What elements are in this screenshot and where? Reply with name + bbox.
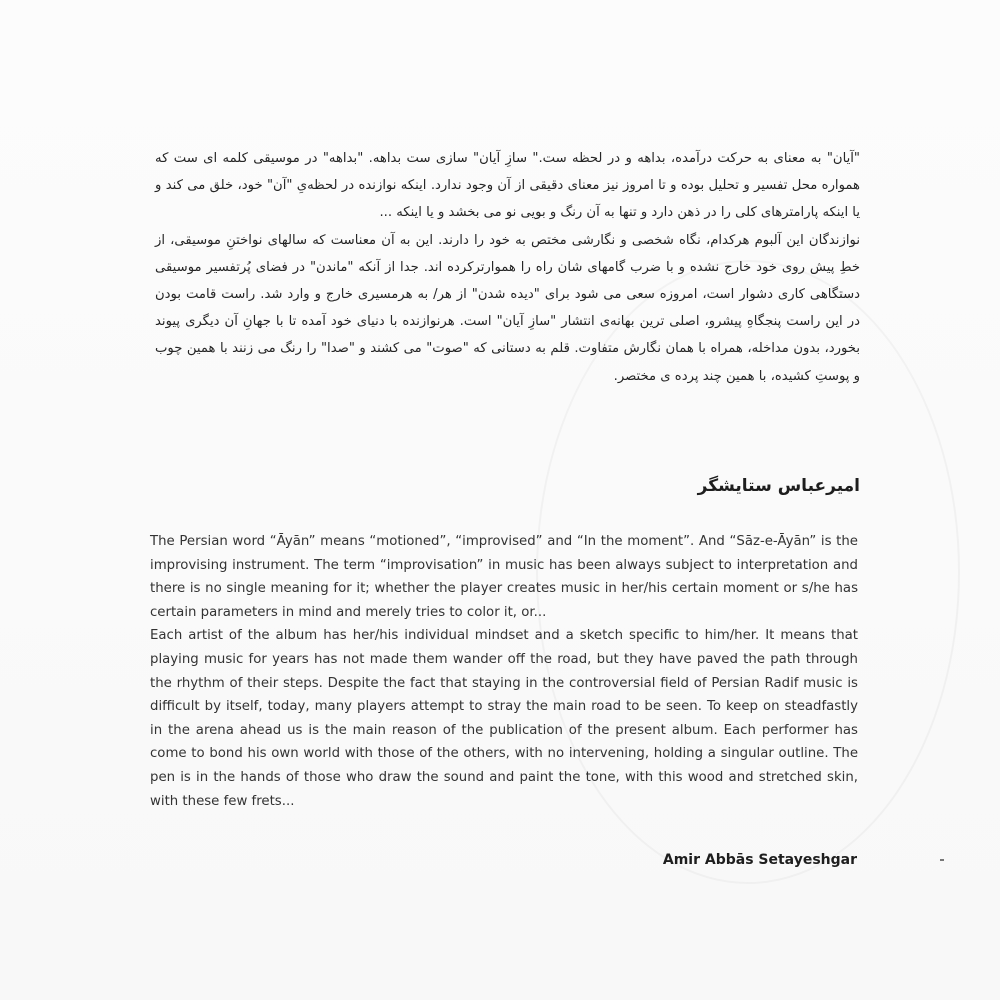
english-text-block <box>150 530 858 813</box>
persian-paragraph-1: "آیان" به معنای به حرکت درآمده، بداهه و در لحظه ست." سازِ آیان" سازی ست بداهه. "بداهه" در موسیقی کلمه ای ست که همواره محل تفسیر و تحلیل بوده و تا امروز نیز معنای دقیقی از آن وجود ندارد. اینکه نوازنده در لحظه‌یِ "آن" خود، خلق می کند و یا اینکه پارامترهای کلی را در ذهن دارد و تنها به آن رنگ و بویی نو می بخشد و یا اینکه ... <box>155 151 860 221</box>
edge-mark <box>940 859 944 861</box>
english-paragraph-2: Each artist of the album has her/his individual mindset and a sketch specific to him/her. It means that playing music for years has not made them wander off the road, but they have paved the path through the rhythm of their steps. Despite the fact that staying in the controversial field of Persian Radif music is difficult by itself, today, many players attempt to stray the main road to be seen. To keep on steadfastly in the arena ahead us is the main reason of the publication of the present album. Each performer has come to bond his own world with those of the others, with no intervening, holding a singular outline. The pen is in the hands of those who draw the sound and paint the tone, with this wood and stretched skin, with these few frets... <box>150 628 858 809</box>
english-signature: Amir Abbās Setayeshgar <box>662 852 857 868</box>
persian-paragraph-2: نوازندگان این آلبوم هرکدام، نگاه شخصی و نگارشی مختص به خود را دارند. این به آن معناست که سالهای نواختنِ موسیقی، از خطِ پیش روی خود خارج نشده و با ضرب گامهای شان راه را هموارترکرده اند. جدا از آنکه "ماندن" در فضای پُرتفسیر موسیقی دستگاهی کاری دشوار است، امروزه سعی می شود برای "دیده شدن" از هر/ به هرمسیری خارج و وارد شد. راست قامت بودن در این راست پنجگاهِ پیشرو، اصلی ترین بهانه‌ی انتشار "سازِ آیان" است. هرنوازنده با دنیای خود آمده تا با جهانِ آن دیگری پیوند بخورد، بدون مداخله، همراه با همان نگارش متفاوت. قلم به دستانی که "صوت" می کشند و "صدا" را رنگ می زنند با همین چوب و پوستِ کشیده، با همین چند پرده ی مختصر. <box>155 232 860 384</box>
english-paragraph-1: The Persian word “Āyān” means “motioned”, “improvised” and “In the moment”. And “Sāz-e-Āyān” is the improvising instrument. The term “improvisation” in music has been always subject to interpretation and there is no single meaning for it; whether the player creates music in her/his certain moment or s/he has certain parameters in mind and merely tries to color it, or... <box>150 534 858 620</box>
persian-text-block <box>155 145 860 390</box>
persian-signature: امیرعباس ستایشگر <box>697 476 860 496</box>
